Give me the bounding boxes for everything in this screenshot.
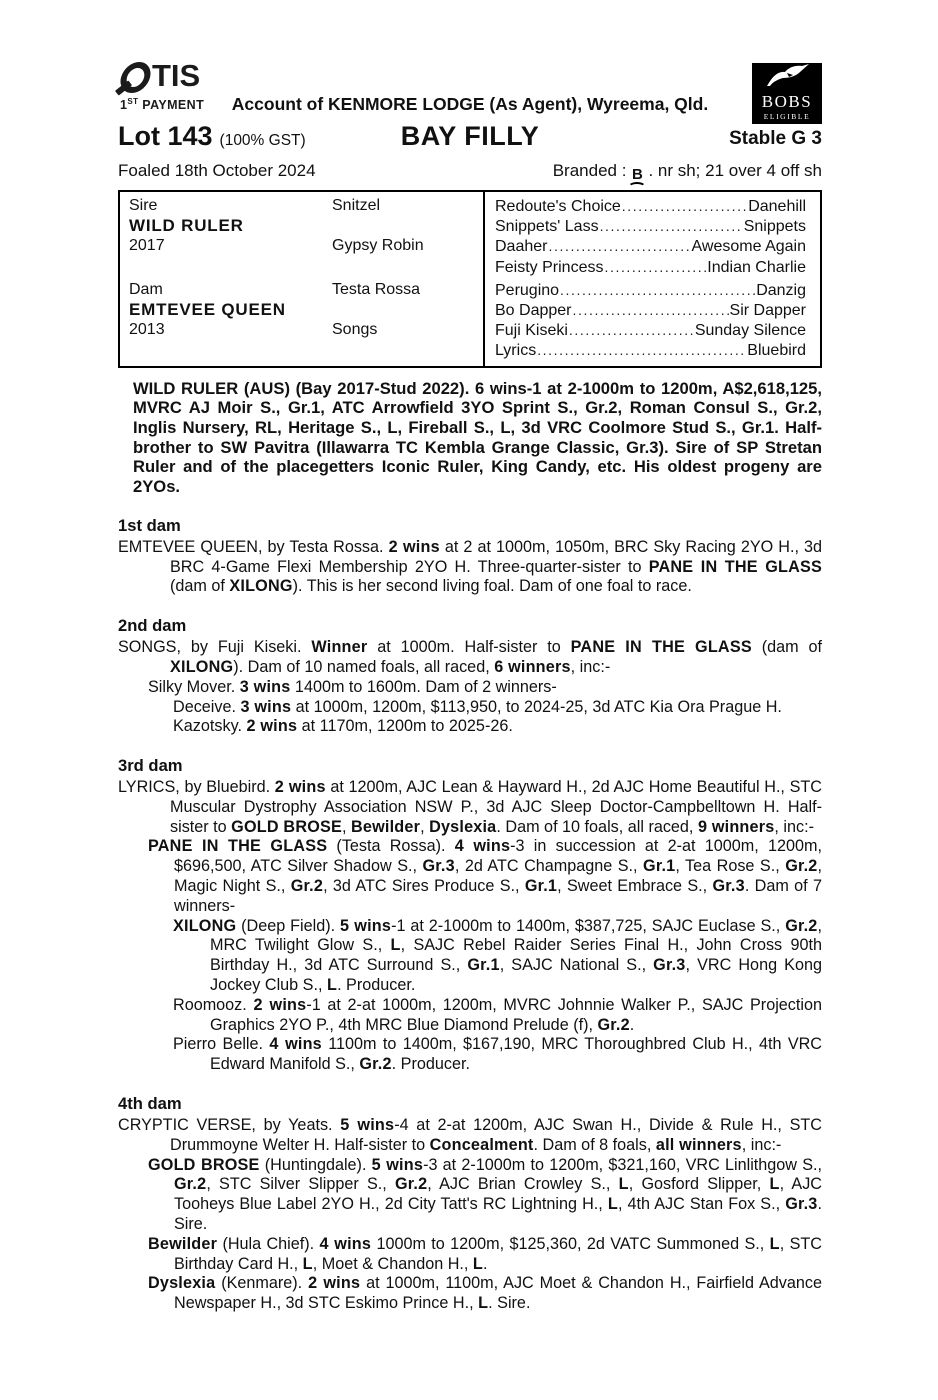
ancestor-parent: Danehill (748, 198, 806, 215)
ancestor-name: Redoute's Choice (495, 198, 621, 215)
pedigree-section (118, 1094, 822, 1314)
gst-note: (100% GST) (219, 132, 306, 149)
page-content (118, 0, 822, 1314)
brand-mark-icon: B (628, 169, 646, 192)
lot-number: Lot 143 (118, 121, 213, 151)
pedigree-leader-row (495, 320, 806, 340)
dot-leader (573, 300, 729, 320)
pedigree-entry: Silky Mover. 3 wins 1400m to 1600m. Dam of 2 winners- (148, 677, 557, 696)
section-entries (118, 778, 822, 1075)
pedigree-entry: GOLD BROSE (Huntingdale). 5 wins-3 at 2-1000m to 1200m, $321,160, VRC Linlithgow S., Gr.2, STC Silver Slipper S., Gr.2, AJC Brian Crowley S., L, Gosford Slipper, L, AJC Tooheys Blue Label 2YO H., 2d City Tatt's RC Lightning H., L, 4th AJC Stan Fox S., Gr.3. Sire. (148, 1155, 822, 1234)
pedigree-section (118, 516, 822, 597)
section-heading: 1st dam (118, 515, 181, 535)
pedigree-name: WILD RULER (129, 216, 244, 236)
qtis-logo (120, 58, 204, 112)
lot-row (118, 120, 822, 152)
qtis-payment-label: 1ST PAYMENT (120, 97, 205, 113)
pedigree-column-names (120, 192, 332, 366)
pedigree-cell: 2017 (129, 237, 165, 255)
pedigree-section (118, 756, 822, 1075)
pedigree-entry: LYRICS, by Bluebird. 2 wins at 1200m, AJC Lean & Hayward H., 2d AJC Home Beautiful H., STC Muscular Dystrophy Association NSW P., 3d AJC Sleep Doctor-Campbelltown H. Half-sister to GOLD BROSE, Bewilder, Dyslexia. Dam of 10 foals, all raced, 9 winners, inc:- (118, 778, 822, 836)
pedigree-cell: Gypsy Robin (332, 237, 424, 255)
horse-title: BAY FILLY (400, 121, 540, 151)
pedigree-cell (332, 216, 483, 236)
dot-leader (622, 196, 747, 216)
ancestor-name: Lyrics (495, 342, 537, 360)
dot-leader (548, 236, 690, 256)
account-line: Account of KENMORE LODGE (As Agent), Wyreema, Qld. (231, 94, 709, 114)
ancestor-parent: Sunday Silence (694, 322, 806, 340)
ancestor-parent: Indian Charlie (707, 258, 806, 276)
ancestor-parent: Sir Dapper (729, 301, 806, 319)
ancestor-parent: Awesome Again (691, 238, 806, 256)
foaled-date: Foaled 18th October 2024 (118, 161, 316, 180)
section-entries (118, 638, 822, 737)
dot-leader (537, 340, 746, 360)
ancestor-parent: Snippets (743, 218, 806, 236)
pedigree-cell: Dam (129, 280, 163, 298)
pedigree-entry: Roomooz. 2 wins-1 at 2-at 1000m, 1200m, MVRC Johnnie Walker P., SAJC Projection Graphics 2YO P., 4th MRC Blue Diamond Prelude (f), Gr.2. (173, 995, 822, 1034)
pedigree-entry: Kazotsky. 2 wins at 1170m, 1200m to 2025-26. (173, 717, 513, 736)
pedigree-entry: XILONG (Deep Field). 5 wins-1 at 2-1000m to 1400m, $387,725, SAJC Euclase S., Gr.2, MRC Twilight Glow S., L, SAJC Rebel Raider Series Final H., John Cross 90th Birthday H., 3d ATC Surround S., Gr.1, SAJC National S., Gr.3, VRC Hong Kong Jockey Club S., L. Producer. (173, 916, 822, 995)
pedigree-leader-row (495, 216, 806, 236)
ancestor-parent: Bluebird (747, 342, 806, 360)
pedigree-cell (332, 257, 483, 277)
pedigree-entry: SONGS, by Fuji Kiseki. Winner at 1000m. Half-sister to PANE IN THE GLASS (dam of XILONG). Dam of 10 named foals, all raced, 6 winners, inc:- (118, 638, 822, 676)
qtis-logo-top (120, 58, 204, 94)
dot-leader (560, 280, 755, 300)
qtis-logo-text: TIS (152, 58, 201, 93)
ancestor-name: Snippets' Lass (495, 218, 599, 236)
pedigree-leader-row (495, 300, 806, 320)
bobs-eligible-badge (752, 63, 822, 124)
section-heading: 2nd dam (118, 616, 187, 636)
pedigree-cell: Songs (332, 321, 378, 339)
ancestor-name: Perugino (495, 281, 560, 299)
pedigree-cell: Sire (129, 197, 158, 214)
section-heading: 4th dam (118, 1094, 182, 1114)
page-header (118, 58, 822, 190)
ancestor-parent: Danzig (756, 281, 806, 299)
pedigree-cell (332, 300, 483, 320)
pedigree-leader-row (495, 236, 806, 256)
bobs-subtitle: ELIGIBLE (763, 112, 811, 121)
pedigree-leader-row (495, 340, 806, 360)
pedigree-entry: Deceive. 3 wins at 1000m, 1200m, $113,950, to 2024-25, 3d ATC Kia Ora Prague H. (173, 697, 782, 716)
pedigree-leader-row (495, 257, 806, 277)
pedigree-entry: Dyslexia (Kenmare). 2 wins at 1000m, 1100m, AJC Moet & Chandon H., Fairfield Advance Newspaper H., 3d STC Eskimo Prince H., L. Sire. (148, 1274, 822, 1313)
ancestor-name: Feisty Princess (495, 258, 604, 276)
pedigree-leader-row (495, 280, 806, 300)
bobs-horse-icon (752, 63, 822, 92)
pedigree-entry: PANE IN THE GLASS (Testa Rossa). 4 wins-3 in succession at 2-at 1000m, 1200m, $696,500, ATC Silver Shadow S., Gr.3, 2d ATC Champagne S., Gr.1, Tea Rose S., Gr.2, Magic Night S., Gr.2, 3d ATC Sires Produce S., Gr.1, Sweet Embrace S., Gr.3. Dam of 7 winners- (148, 837, 823, 915)
bobs-title: BOBS (761, 92, 813, 111)
qtis-q-icon (120, 60, 151, 93)
pedigree-entry: CRYPTIC VERSE, by Yeats. 5 wins-4 at 2-at 1200m, AJC Swan H., Divide & Rule H., STC Drummoyne Welter H. Half-sister to Concealment. Dam of 8 foals, all winners, inc:- (118, 1116, 822, 1154)
ancestor-name: Fuji Kiseki (495, 322, 568, 340)
dot-leader (569, 320, 694, 340)
dot-leader (600, 216, 743, 236)
pedigree-name: EMTEVEE QUEEN (129, 299, 286, 319)
pedigree-cell (332, 340, 483, 360)
dot-leader (604, 257, 706, 277)
pedigree-cell: Testa Rossa (332, 280, 421, 298)
ancestor-name: Bo Dapper (495, 301, 572, 319)
stable-label: Stable G 3 (729, 128, 822, 149)
foaled-row (118, 161, 822, 189)
section-entries (118, 538, 822, 597)
pedigree-entry: EMTEVEE QUEEN, by Testa Rossa. 2 wins at 2 at 1000m, 1050m, BRC Sky Racing 2YO H., 3d BRC 4-Game Flexi Membership 2YO H. Three-quarter-sister to PANE IN THE GLASS (dam of XILONG). This is her second living foal. Dam of one foal to race. (118, 537, 823, 596)
pedigree-column-parents (332, 192, 483, 366)
ancestor-name: Daaher (495, 238, 548, 256)
pedigree-cell (129, 257, 332, 277)
pedigree-section (118, 616, 822, 737)
pedigree-column-grandparents (483, 192, 820, 366)
pedigree-cell: Snitzel (332, 197, 381, 214)
pedigree-leader-row (495, 196, 806, 216)
pedigree-entry: Bewilder (Hula Chief). 4 wins 1000m to 1200m, $125,360, 2d VATC Summoned S., L, STC Birthday Card H., L, Moet & Chandon H., L. (148, 1234, 822, 1273)
pedigree-cell: 2013 (129, 321, 165, 339)
pedigree-entry: Pierro Belle. 4 wins 1100m to 1400m, $167,190, MRC Thoroughbred Club H., 4th VRC Edward Manifold S., Gr.2. Producer. (173, 1035, 822, 1074)
pedigree-table (118, 190, 822, 368)
pedigree-cell (129, 340, 332, 360)
section-heading: 3rd dam (118, 756, 183, 776)
branded-text: Branded : B . nr sh; 21 over 4 off sh (553, 161, 822, 189)
sire-summary: WILD RULER (AUS) (Bay 2017-Stud 2022). 6 wins-1 at 2-1000m to 1200m, A$2,618,125, MVRC AJ Moir S., Gr.1, ATC Arrowfield 3YO Sprint S., Gr.2, Roman Consul S., Gr.2, Inglis Nursery, RL, Heritage S., L, Fireball S., L, 3d VRC Coolmore Stud S., Gr.1. Half-brother to SW Pavitra (Illawarra TC Kembla Grange Classic, Gr.3). Sire of SP Stretan Ruler and of the placegetters Iconic Ruler, King Candy, etc. His oldest progeny are 2YOs. (133, 378, 822, 497)
section-entries (118, 1116, 822, 1314)
